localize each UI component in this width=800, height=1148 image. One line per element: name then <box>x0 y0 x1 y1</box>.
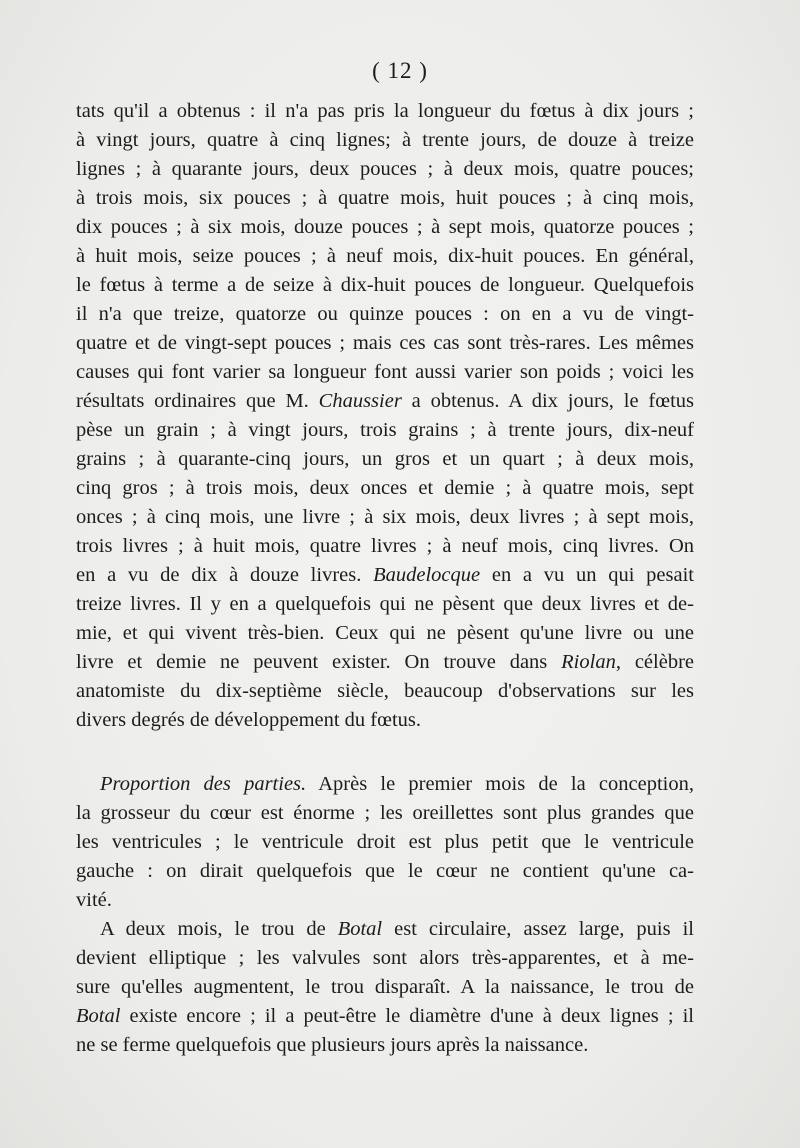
text-run: les ventricules ; le ventricule droit est plus petit que le ventricule <box>76 831 694 853</box>
text-run: mie, et qui vivent très-bien. Ceux qui ne pèsent qu'une livre ou une <box>76 622 694 644</box>
text-run: le fœtus à terme a de seize à dix-huit pouces de longueur. Quelquefois <box>76 274 694 296</box>
text-line <box>76 619 694 647</box>
text-run: Après le premier mois de la conception, <box>306 773 694 795</box>
text-run: ne se ferme quelquefois que plusieurs jours après la naissance. <box>76 1034 589 1056</box>
text-run: il n'a que treize, quatorze ou quinze pouces : on en a vu de vingt- <box>76 303 694 325</box>
page-number: ( 12 ) <box>372 58 428 83</box>
text-line <box>100 770 694 798</box>
text-line <box>76 677 694 705</box>
text-line <box>76 213 694 241</box>
text-line <box>76 799 694 827</box>
text-line <box>76 1002 694 1030</box>
text-line <box>76 300 694 328</box>
text-run: est circulaire, assez large, puis il <box>382 918 694 940</box>
text-run: dix pouces ; à six mois, douze pouces ; à sept mois, quatorze pouces ; <box>76 216 694 238</box>
text-line <box>76 561 694 589</box>
text-line <box>76 503 694 531</box>
italic-text: Baudelocque <box>373 564 481 586</box>
text-line <box>76 886 694 914</box>
italic-text: Botal <box>337 918 383 940</box>
text-line <box>76 329 694 357</box>
text-line <box>76 828 694 856</box>
text-line <box>76 706 694 734</box>
text-run: à trois mois, six pouces ; à quatre mois, huit pouces ; à cinq mois, <box>76 187 694 209</box>
text-line <box>76 474 694 502</box>
text-run: en a vu de dix à douze livres. <box>76 564 374 586</box>
text-line <box>76 1031 694 1059</box>
text-run: résultats ordinaires que M. <box>76 390 319 412</box>
text-run: en a vu un qui pesait <box>480 564 694 586</box>
text-line <box>76 944 694 972</box>
text-run: quatre et de vingt-sept pouces ; mais ces cas sont très-rares. Les mêmes <box>76 332 694 354</box>
text-line <box>76 648 694 676</box>
text-line <box>76 973 694 1001</box>
text-line <box>76 416 694 444</box>
text-line <box>76 590 694 618</box>
text-line <box>76 358 694 386</box>
text-run: devient elliptique ; les valvules sont alors très-apparentes, et à me- <box>76 947 694 969</box>
text-run: livre et demie ne peuvent exister. On trouve dans <box>76 651 562 673</box>
text-run: onces ; à cinq mois, une livre ; à six mois, deux livres ; à sept mois, <box>76 506 694 528</box>
text-run: la grosseur du cœur est énorme ; les oreillettes sont plus grandes que <box>76 802 694 824</box>
text-run: gauche : on dirait quelquefois que le cœur ne contient qu'une ca- <box>76 860 694 882</box>
text-line <box>76 271 694 299</box>
text-run: à vingt jours, quatre à cinq lignes; à trente jours, de douze à treize <box>76 129 694 151</box>
text-run: causes qui font varier sa longueur font aussi varier son poids ; voici les <box>76 361 694 383</box>
text-line <box>76 97 694 125</box>
text-run: treize livres. Il y en a quelquefois qui ne pèsent que deux livres et de- <box>76 593 694 615</box>
text-run: sure qu'elles augmentent, le trou disparaît. A la naissance, le trou de <box>76 976 694 998</box>
text-line <box>76 857 694 885</box>
text-line <box>76 184 694 212</box>
italic-text: Botal <box>76 1005 121 1027</box>
italic-text: Riolan <box>561 651 616 673</box>
text-line <box>76 387 694 415</box>
text-line <box>76 532 694 560</box>
text-line <box>76 242 694 270</box>
text-run: trois livres ; à huit mois, quatre livres ; à neuf mois, cinq livres. On <box>76 535 694 557</box>
italic-text: Chaussier <box>318 390 402 412</box>
text-run: tats qu'il a obtenus : il n'a pas pris la longueur du fœtus à dix jours ; <box>76 100 694 122</box>
text-run: lignes ; à quarante jours, deux pouces ; à deux mois, quatre pouces; <box>76 158 694 180</box>
text-run: , célèbre <box>615 651 694 673</box>
text-run: à huit mois, seize pouces ; à neuf mois, dix-huit pouces. En général, <box>76 245 694 267</box>
text-run: divers degrés de développement du fœtus. <box>76 709 421 731</box>
text-run: A deux mois, le trou de <box>100 918 338 940</box>
text-run: anatomiste du dix-septième siècle, beaucoup d'observations sur les <box>76 680 694 702</box>
text-run: grains ; à quarante-cinq jours, un gros et un quart ; à deux mois, <box>76 448 694 470</box>
text-run: pèse un grain ; à vingt jours, trois grains ; à trente jours, dix-neuf <box>76 419 694 441</box>
text-line <box>76 155 694 183</box>
text-line <box>76 445 694 473</box>
text-run: a obtenus. A dix jours, le fœtus <box>401 390 694 412</box>
italic-text: Proportion des parties. <box>100 773 307 795</box>
text-run: cinq gros ; à trois mois, deux onces et demie ; à quatre mois, sept <box>76 477 694 499</box>
text-run: vité. <box>76 889 112 911</box>
text-line <box>100 915 694 943</box>
text-line <box>76 126 694 154</box>
text-run: existe encore ; il a peut-être le diamètre d'une à deux lignes ; il <box>120 1005 694 1027</box>
